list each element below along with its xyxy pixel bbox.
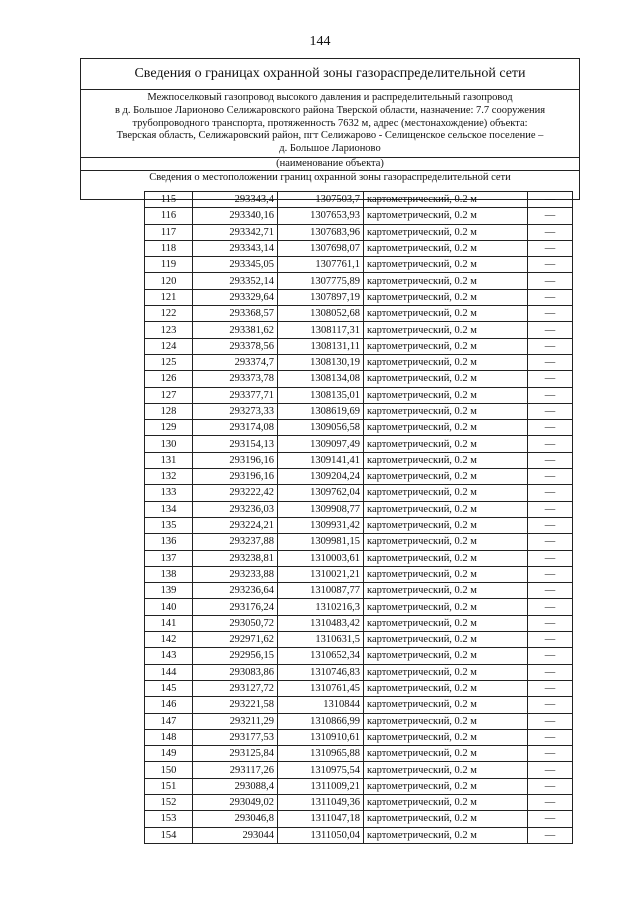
description-cell: — bbox=[528, 469, 573, 485]
page-number: 144 bbox=[309, 34, 331, 49]
table-row bbox=[145, 387, 573, 403]
method-cell: картометрический, 0.2 м bbox=[364, 566, 528, 582]
x-coordinate-cell: 293044 bbox=[193, 827, 278, 843]
description-cell: — bbox=[528, 322, 573, 338]
y-coordinate-cell: 1308619,69 bbox=[278, 403, 364, 419]
y-coordinate-cell: 1310746,83 bbox=[278, 664, 364, 680]
y-coordinate-cell: 1311009,21 bbox=[278, 778, 364, 794]
description-cell: — bbox=[528, 192, 573, 208]
method-cell: картометрический, 0.2 м bbox=[364, 794, 528, 810]
description-cell: — bbox=[528, 224, 573, 240]
description-cell: — bbox=[528, 257, 573, 273]
method-cell: картометрический, 0.2 м bbox=[364, 420, 528, 436]
x-coordinate-cell: 293236,03 bbox=[193, 501, 278, 517]
table-row bbox=[145, 583, 573, 599]
description-cell: — bbox=[528, 208, 573, 224]
point-number-cell: 134 bbox=[145, 501, 193, 517]
table-row bbox=[145, 632, 573, 648]
point-number-cell: 152 bbox=[145, 794, 193, 810]
table-row bbox=[145, 517, 573, 533]
method-cell: картометрический, 0.2 м bbox=[364, 697, 528, 713]
table-row bbox=[145, 566, 573, 582]
table-row bbox=[145, 240, 573, 256]
description-cell: — bbox=[528, 680, 573, 696]
description-cell: — bbox=[528, 827, 573, 843]
x-coordinate-cell: 293088,4 bbox=[193, 778, 278, 794]
y-coordinate-cell: 1308117,31 bbox=[278, 322, 364, 338]
x-coordinate-cell: 293224,21 bbox=[193, 517, 278, 533]
x-coordinate-cell: 293127,72 bbox=[193, 680, 278, 696]
y-coordinate-cell: 1310003,61 bbox=[278, 550, 364, 566]
x-coordinate-cell: 293211,29 bbox=[193, 713, 278, 729]
point-number-cell: 153 bbox=[145, 811, 193, 827]
point-number-cell: 151 bbox=[145, 778, 193, 794]
point-number-cell: 149 bbox=[145, 746, 193, 762]
x-coordinate-cell: 293174,08 bbox=[193, 420, 278, 436]
point-number-cell: 148 bbox=[145, 729, 193, 745]
table-row bbox=[145, 501, 573, 517]
point-number-cell: 137 bbox=[145, 550, 193, 566]
description-cell: — bbox=[528, 485, 573, 501]
table-row bbox=[145, 354, 573, 370]
y-coordinate-cell: 1310910,61 bbox=[278, 729, 364, 745]
x-coordinate-cell: 293049,02 bbox=[193, 794, 278, 810]
header-box bbox=[80, 58, 580, 200]
table-row bbox=[145, 680, 573, 696]
x-coordinate-cell: 292971,62 bbox=[193, 632, 278, 648]
description-cell: — bbox=[528, 371, 573, 387]
point-number-cell: 120 bbox=[145, 273, 193, 289]
table-row bbox=[145, 550, 573, 566]
method-cell: картометрический, 0.2 м bbox=[364, 371, 528, 387]
y-coordinate-cell: 1310866,99 bbox=[278, 713, 364, 729]
description-cell: — bbox=[528, 599, 573, 615]
method-cell: картометрический, 0.2 м bbox=[364, 240, 528, 256]
table-row bbox=[145, 811, 573, 827]
y-coordinate-cell: 1307683,96 bbox=[278, 224, 364, 240]
description-cell: — bbox=[528, 811, 573, 827]
point-number-cell: 133 bbox=[145, 485, 193, 501]
y-coordinate-cell: 1311050,04 bbox=[278, 827, 364, 843]
coordinates-table-body bbox=[145, 192, 573, 844]
object-description bbox=[81, 90, 579, 158]
method-cell: картометрический, 0.2 м bbox=[364, 452, 528, 468]
method-cell: картометрический, 0.2 м bbox=[364, 485, 528, 501]
description-cell: — bbox=[528, 289, 573, 305]
point-number-cell: 150 bbox=[145, 762, 193, 778]
y-coordinate-cell: 1310087,77 bbox=[278, 583, 364, 599]
x-coordinate-cell: 293381,62 bbox=[193, 322, 278, 338]
y-coordinate-cell: 1309056,58 bbox=[278, 420, 364, 436]
table-row bbox=[145, 273, 573, 289]
x-coordinate-cell: 293373,78 bbox=[193, 371, 278, 387]
method-cell: картометрический, 0.2 м bbox=[364, 648, 528, 664]
x-coordinate-cell: 293378,56 bbox=[193, 338, 278, 354]
table-row bbox=[145, 452, 573, 468]
description-cell: — bbox=[528, 240, 573, 256]
x-coordinate-cell: 293236,64 bbox=[193, 583, 278, 599]
table-row bbox=[145, 713, 573, 729]
x-coordinate-cell: 293222,42 bbox=[193, 485, 278, 501]
description-cell: — bbox=[528, 794, 573, 810]
y-coordinate-cell: 1310631,5 bbox=[278, 632, 364, 648]
object-description-line: Тверская область, Селижаровский район, пгт Селижарово - Селищенское сельское поселение – bbox=[116, 130, 544, 142]
table-row bbox=[145, 371, 573, 387]
x-coordinate-cell: 293117,26 bbox=[193, 762, 278, 778]
description-cell: — bbox=[528, 452, 573, 468]
table-row bbox=[145, 420, 573, 436]
y-coordinate-cell: 1309097,49 bbox=[278, 436, 364, 452]
table-row bbox=[145, 485, 573, 501]
table-row bbox=[145, 599, 573, 615]
point-number-cell: 122 bbox=[145, 306, 193, 322]
point-number-cell: 136 bbox=[145, 534, 193, 550]
x-coordinate-cell: 293196,16 bbox=[193, 452, 278, 468]
point-number-cell: 121 bbox=[145, 289, 193, 305]
x-coordinate-cell: 293340,16 bbox=[193, 208, 278, 224]
method-cell: картометрический, 0.2 м bbox=[364, 534, 528, 550]
point-number-cell: 135 bbox=[145, 517, 193, 533]
y-coordinate-cell: 1309931,42 bbox=[278, 517, 364, 533]
table-row bbox=[145, 469, 573, 485]
object-description-line: в д. Большое Ларионово Селижаровского района Тверской области, назначение: 7.7 сооружения bbox=[114, 104, 546, 116]
x-coordinate-cell: 293343,4 bbox=[193, 192, 278, 208]
y-coordinate-cell: 1308052,68 bbox=[278, 306, 364, 322]
description-cell: — bbox=[528, 354, 573, 370]
method-cell: картометрический, 0.2 м bbox=[364, 599, 528, 615]
description-cell: — bbox=[528, 273, 573, 289]
method-cell: картометрический, 0.2 м bbox=[364, 403, 528, 419]
y-coordinate-cell: 1308134,08 bbox=[278, 371, 364, 387]
table-row bbox=[145, 664, 573, 680]
y-coordinate-cell: 1308130,19 bbox=[278, 354, 364, 370]
method-cell: картометрический, 0.2 м bbox=[364, 273, 528, 289]
table-row bbox=[145, 746, 573, 762]
point-number-cell: 131 bbox=[145, 452, 193, 468]
y-coordinate-cell: 1309981,15 bbox=[278, 534, 364, 550]
y-coordinate-cell: 1307698,07 bbox=[278, 240, 364, 256]
description-cell: — bbox=[528, 632, 573, 648]
x-coordinate-cell: 293374,7 bbox=[193, 354, 278, 370]
x-coordinate-cell: 293050,72 bbox=[193, 615, 278, 631]
y-coordinate-cell: 1309141,41 bbox=[278, 452, 364, 468]
method-cell: картометрический, 0.2 м bbox=[364, 338, 528, 354]
y-coordinate-cell: 1308131,11 bbox=[278, 338, 364, 354]
y-coordinate-cell: 1310975,54 bbox=[278, 762, 364, 778]
table-row bbox=[145, 322, 573, 338]
y-coordinate-cell: 1310965,88 bbox=[278, 746, 364, 762]
point-number-cell: 129 bbox=[145, 420, 193, 436]
method-cell: картометрический, 0.2 м bbox=[364, 224, 528, 240]
method-cell: картометрический, 0.2 м bbox=[364, 192, 528, 208]
point-number-cell: 126 bbox=[145, 371, 193, 387]
y-coordinate-cell: 1309204,24 bbox=[278, 469, 364, 485]
method-cell: картометрический, 0.2 м bbox=[364, 827, 528, 843]
method-cell: картометрический, 0.2 м bbox=[364, 469, 528, 485]
y-coordinate-cell: 1307775,89 bbox=[278, 273, 364, 289]
description-cell: — bbox=[528, 778, 573, 794]
description-cell: — bbox=[528, 648, 573, 664]
point-number-cell: 138 bbox=[145, 566, 193, 582]
description-cell: — bbox=[528, 583, 573, 599]
method-cell: картометрический, 0.2 м bbox=[364, 387, 528, 403]
x-coordinate-cell: 293154,13 bbox=[193, 436, 278, 452]
method-cell: картометрический, 0.2 м bbox=[364, 289, 528, 305]
point-number-cell: 145 bbox=[145, 680, 193, 696]
description-cell: — bbox=[528, 387, 573, 403]
point-number-cell: 123 bbox=[145, 322, 193, 338]
x-coordinate-cell: 293377,71 bbox=[193, 387, 278, 403]
x-coordinate-cell: 293368,57 bbox=[193, 306, 278, 322]
x-coordinate-cell: 293238,81 bbox=[193, 550, 278, 566]
y-coordinate-cell: 1310216,3 bbox=[278, 599, 364, 615]
method-cell: картометрический, 0.2 м bbox=[364, 713, 528, 729]
y-coordinate-cell: 1307653,93 bbox=[278, 208, 364, 224]
point-number-cell: 115 bbox=[145, 192, 193, 208]
description-cell: — bbox=[528, 729, 573, 745]
point-number-cell: 130 bbox=[145, 436, 193, 452]
point-number-cell: 146 bbox=[145, 697, 193, 713]
point-number-cell: 140 bbox=[145, 599, 193, 615]
x-coordinate-cell: 293329,64 bbox=[193, 289, 278, 305]
point-number-cell: 142 bbox=[145, 632, 193, 648]
table-row bbox=[145, 615, 573, 631]
point-number-cell: 144 bbox=[145, 664, 193, 680]
object-description-line: Межпоселковый газопровод высокого давления и распределительный газопровод bbox=[147, 92, 513, 103]
x-coordinate-cell: 293352,14 bbox=[193, 273, 278, 289]
table-row bbox=[145, 224, 573, 240]
point-number-cell: 141 bbox=[145, 615, 193, 631]
section-title: Сведения о границах охранной зоны газораспределительной сети bbox=[81, 59, 579, 90]
description-cell: — bbox=[528, 550, 573, 566]
location-title: Сведения о местоположении границ охранной зоны газораспределительной сети bbox=[149, 171, 511, 183]
y-coordinate-cell: 1311049,36 bbox=[278, 794, 364, 810]
table-row bbox=[145, 306, 573, 322]
y-coordinate-cell: 1307897,19 bbox=[278, 289, 364, 305]
point-number-cell: 143 bbox=[145, 648, 193, 664]
point-number-cell: 117 bbox=[145, 224, 193, 240]
description-cell: — bbox=[528, 403, 573, 419]
point-number-cell: 124 bbox=[145, 338, 193, 354]
y-coordinate-cell: 1309762,04 bbox=[278, 485, 364, 501]
table-row bbox=[145, 729, 573, 745]
y-coordinate-cell: 1310652,34 bbox=[278, 648, 364, 664]
point-number-cell: 154 bbox=[145, 827, 193, 843]
point-number-cell: 128 bbox=[145, 403, 193, 419]
method-cell: картометрический, 0.2 м bbox=[364, 746, 528, 762]
object-name-note: (наименование объекта) bbox=[81, 158, 579, 171]
table-row bbox=[145, 794, 573, 810]
y-coordinate-cell: 1310761,45 bbox=[278, 680, 364, 696]
x-coordinate-cell: 293343,14 bbox=[193, 240, 278, 256]
x-coordinate-cell: 293345,05 bbox=[193, 257, 278, 273]
y-coordinate-cell: 1308135,01 bbox=[278, 387, 364, 403]
table-row bbox=[145, 697, 573, 713]
x-coordinate-cell: 293083,86 bbox=[193, 664, 278, 680]
y-coordinate-cell: 1310844 bbox=[278, 697, 364, 713]
table-row bbox=[145, 192, 573, 208]
point-number-cell: 118 bbox=[145, 240, 193, 256]
method-cell: картометрический, 0.2 м bbox=[364, 354, 528, 370]
x-coordinate-cell: 293221,58 bbox=[193, 697, 278, 713]
object-description-line: трубопроводного транспорта, протяженность 7632 м, адрес (местонахождение) объекта: bbox=[132, 117, 528, 129]
table-row bbox=[145, 403, 573, 419]
table-row bbox=[145, 436, 573, 452]
description-cell: — bbox=[528, 420, 573, 436]
x-coordinate-cell: 293233,88 bbox=[193, 566, 278, 582]
method-cell: картометрический, 0.2 м bbox=[364, 680, 528, 696]
table-row bbox=[145, 648, 573, 664]
description-cell: — bbox=[528, 501, 573, 517]
x-coordinate-cell: 292956,15 bbox=[193, 648, 278, 664]
y-coordinate-cell: 1307761,1 bbox=[278, 257, 364, 273]
table-row bbox=[145, 827, 573, 843]
method-cell: картометрический, 0.2 м bbox=[364, 583, 528, 599]
method-cell: картометрический, 0.2 м bbox=[364, 208, 528, 224]
point-number-cell: 119 bbox=[145, 257, 193, 273]
point-number-cell: 116 bbox=[145, 208, 193, 224]
y-coordinate-cell: 1311047,18 bbox=[278, 811, 364, 827]
method-cell: картометрический, 0.2 м bbox=[364, 729, 528, 745]
coordinates-table bbox=[144, 191, 573, 844]
table-row bbox=[145, 257, 573, 273]
point-number-cell: 127 bbox=[145, 387, 193, 403]
description-cell: — bbox=[528, 615, 573, 631]
table-row bbox=[145, 778, 573, 794]
x-coordinate-cell: 293196,16 bbox=[193, 469, 278, 485]
y-coordinate-cell: 1307503,7 bbox=[278, 192, 364, 208]
description-cell: — bbox=[528, 338, 573, 354]
table-row bbox=[145, 208, 573, 224]
y-coordinate-cell: 1309908,77 bbox=[278, 501, 364, 517]
method-cell: картометрический, 0.2 м bbox=[364, 811, 528, 827]
point-number-cell: 132 bbox=[145, 469, 193, 485]
x-coordinate-cell: 293046,8 bbox=[193, 811, 278, 827]
y-coordinate-cell: 1310021,21 bbox=[278, 566, 364, 582]
description-cell: — bbox=[528, 713, 573, 729]
method-cell: картометрический, 0.2 м bbox=[364, 257, 528, 273]
description-cell: — bbox=[528, 697, 573, 713]
point-number-cell: 139 bbox=[145, 583, 193, 599]
method-cell: картометрический, 0.2 м bbox=[364, 615, 528, 631]
description-cell: — bbox=[528, 534, 573, 550]
table-row bbox=[145, 534, 573, 550]
method-cell: картометрический, 0.2 м bbox=[364, 306, 528, 322]
description-cell: — bbox=[528, 517, 573, 533]
method-cell: картометрический, 0.2 м bbox=[364, 762, 528, 778]
x-coordinate-cell: 293237,88 bbox=[193, 534, 278, 550]
description-cell: — bbox=[528, 566, 573, 582]
description-cell: — bbox=[528, 746, 573, 762]
method-cell: картометрический, 0.2 м bbox=[364, 778, 528, 794]
x-coordinate-cell: 293176,24 bbox=[193, 599, 278, 615]
x-coordinate-cell: 293177,53 bbox=[193, 729, 278, 745]
x-coordinate-cell: 293125,84 bbox=[193, 746, 278, 762]
object-description-line: д. Большое Ларионово bbox=[279, 143, 381, 155]
y-coordinate-cell: 1310483,42 bbox=[278, 615, 364, 631]
point-number-cell: 147 bbox=[145, 713, 193, 729]
method-cell: картометрический, 0.2 м bbox=[364, 436, 528, 452]
description-cell: — bbox=[528, 436, 573, 452]
method-cell: картометрический, 0.2 м bbox=[364, 322, 528, 338]
table-row bbox=[145, 762, 573, 778]
method-cell: картометрический, 0.2 м bbox=[364, 632, 528, 648]
table-row bbox=[145, 338, 573, 354]
description-cell: — bbox=[528, 664, 573, 680]
method-cell: картометрический, 0.2 м bbox=[364, 517, 528, 533]
method-cell: картометрический, 0.2 м bbox=[364, 501, 528, 517]
description-cell: — bbox=[528, 306, 573, 322]
description-cell: — bbox=[528, 762, 573, 778]
point-number-cell: 125 bbox=[145, 354, 193, 370]
x-coordinate-cell: 293342,71 bbox=[193, 224, 278, 240]
method-cell: картометрический, 0.2 м bbox=[364, 550, 528, 566]
x-coordinate-cell: 293273,33 bbox=[193, 403, 278, 419]
table-row bbox=[145, 289, 573, 305]
method-cell: картометрический, 0.2 м bbox=[364, 664, 528, 680]
